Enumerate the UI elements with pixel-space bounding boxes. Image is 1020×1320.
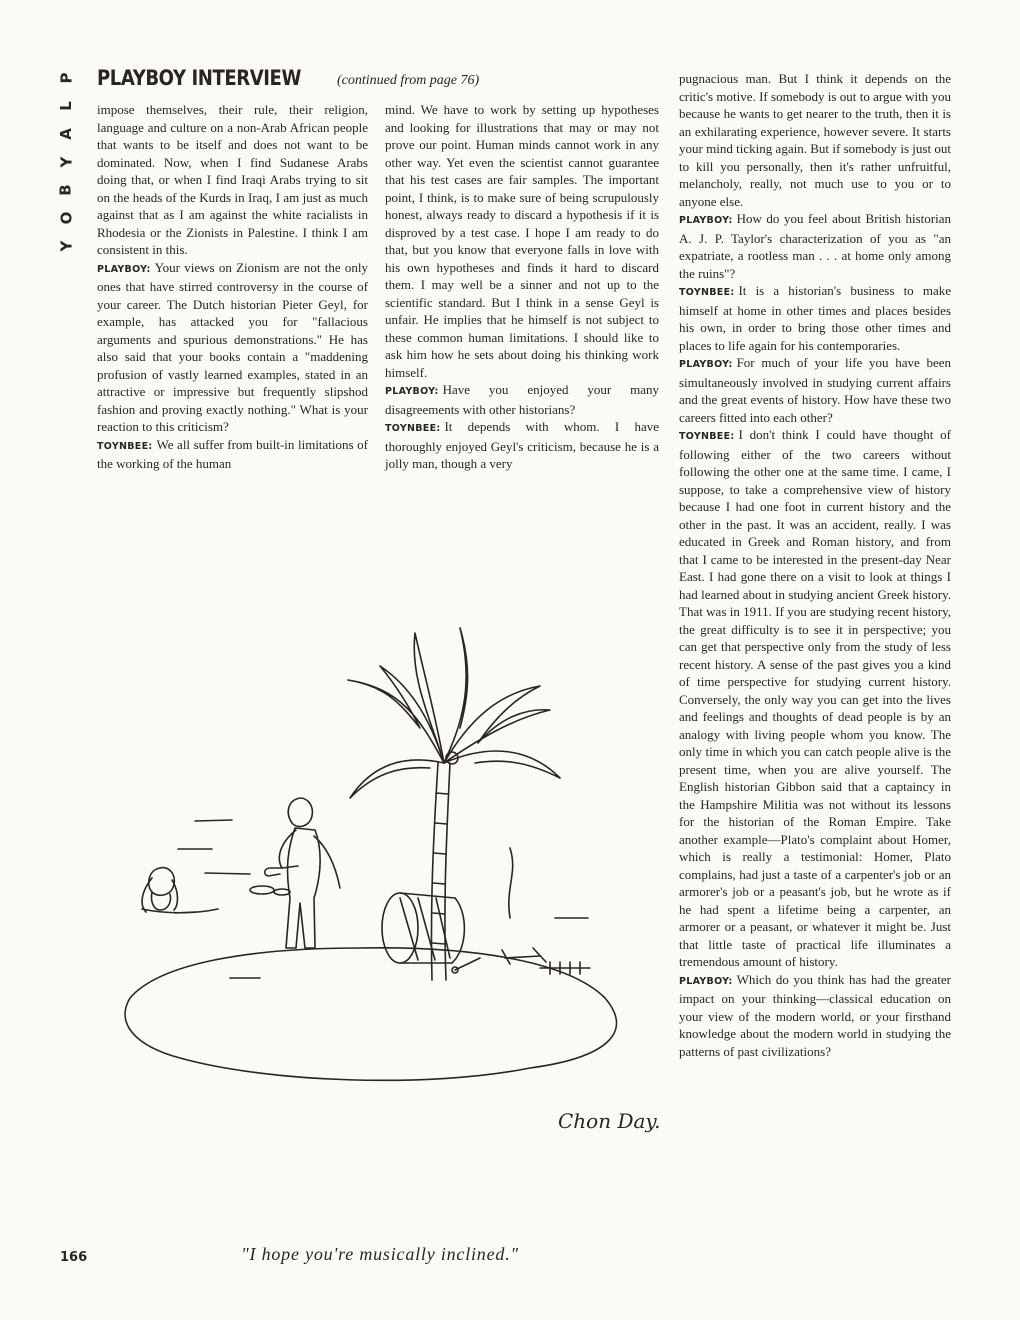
paragraph: PLAYBOY: How do you feel about British historian A. J. P. Taylor's characterization of you as "an expatriate, a rootless man . . . at home only among the ruins"? <box>679 211 951 281</box>
water-line <box>142 909 218 913</box>
castaway <box>288 798 312 827</box>
paragraph: TOYNBEE: It depends with whom. I have thoroughly enjoyed Geyl's criticism, because he is a jolly man, though a very <box>385 419 659 471</box>
continued-note: (continued from page 76) <box>337 73 480 88</box>
side-letter: Y <box>57 240 75 252</box>
speaker-label: PLAYBOY: <box>679 215 733 226</box>
drumstick <box>455 958 480 970</box>
paragraph: PLAYBOY: Your views on Zionism are not the only ones that have stirred controversy in the course of your career. The Dutch historian Pieter Geyl, for example, has attacked you for "fallacious arguments and spurious demonstrations." He has also said that your books contain a "maddening profusion of vastly learned examples, stated in an attractive or impressive but frequently slipshod fashion and proving exactly nothing." What is your reaction to this criticism? <box>97 259 368 434</box>
text-column-2 <box>385 101 659 473</box>
palm-leaf <box>444 751 560 778</box>
paragraph: TOYNBEE: We all suffer from built-in limitations of the working of the human <box>97 436 368 471</box>
water-line <box>205 873 250 874</box>
swimmer <box>149 868 175 896</box>
side-letter: O <box>56 211 75 225</box>
palm-leaf <box>350 760 444 798</box>
speaker-label: PLAYBOY: <box>679 975 733 987</box>
side-letter: L <box>57 101 75 111</box>
side-letter: Y <box>57 156 75 168</box>
palm-leaf <box>444 628 468 763</box>
palm-leaf <box>414 633 444 763</box>
cartoon-caption: "I hope you're musically inclined." <box>241 1244 519 1264</box>
ripple <box>274 889 290 895</box>
speaker-label: TOYNBEE: <box>97 440 153 452</box>
text-column-1 <box>97 101 368 473</box>
cartoon-illustration <box>100 568 660 1240</box>
fish-bone <box>540 962 590 974</box>
ripple <box>250 886 274 894</box>
side-letter: P <box>57 72 75 84</box>
speaker-label: PLAYBOY: <box>385 386 439 397</box>
side-letter: B <box>57 184 75 196</box>
speaker-label: PLAYBOY: <box>679 359 733 370</box>
paragraph: TOYNBEE: I don't think I could have thought of following either of the two careers without following the other one at the same time. I came, I suppose, to take a comprehensive view of history because I had one foot in current history and the other in the past. It was an accident, really. I was educated in Greek and Roman history, and from that I came to be interested in the present-day Near East. I had gone there on a visit to look at things I had learned about in studying ancient Greek history. That was in 1911. If you are studying recent history, the great difficulty is to see it in perspective; you can get that perspective only from the study of less recent history. A sense of the past gives you a kind of time perspective for studying current history. Conversely, the only way you can get into the lives and feelings and thoughts of dead people is by an analogy with living people whom you know. The only time in which you can catch people alive is the present time, when you are alive yourself. The English historian Gibbon said that a captaincy in the Hampshire Militia was not without its lessons for the historian of the Roman Empire. Take another example—Plato's complaint about Homer, which is really a testimonial: Homer, Plato complains, had just a taste of a carpenter's job or an armorer's job or a peasant's job, but he wrote as if he had spent a lifetime being a carpenter, an armorer or a peasant, or whatever it might be. Just that little taste of practical life illuminates a tremendous amount of history. <box>679 427 951 969</box>
paragraph: mind. We have to work by setting up hypotheses and looking for illustrations that may or may not prove our point. Human minds cannot work in any other way. Yet even the scientist cannot guarantee that his test cases are fair samples. The important point, I think, is to make sure of being scrupulously honest, always ready to discard a hypothesis if it is disproved by a test case. I hope I am ready to do that, but you know that everyone falls in love with his own hypotheses and finds it hard to discard them. I may well be a sinner and not up to the scientific standard. But I think in a sense Geyl is unfair. He implies that he himself is not subject to these common human limitations. I should like to ask him how he sets about doing his thinking work himself. <box>385 102 659 380</box>
paragraph: PLAYBOY: Have you enjoyed your many disagreements with other historians? <box>385 382 659 417</box>
palm-trunk <box>431 763 438 980</box>
palm-leaf <box>348 666 444 763</box>
paragraph: impose themselves, their rule, their religion, language and culture on a non-Arab African people that wants to be itself and does not want to be dominated. Now, when I find Sudanese Arabs doing that, or when I find Iraqi Arabs trying to sit on the heads of the Kurds in Iraq, I am just as much against that as I am against the white racialists in Rhodesia or the Zionists in Palestine. I think I am consistent in this. <box>97 102 368 257</box>
water-line <box>195 820 232 821</box>
paragraph: pugnacious man. But I think it depends on the critic's motive. If somebody is out to argue with you because he wants to get nearer to the truth, then it is an exhilarating experience, however severe. It starts your mind ticking again. But if somebody is just out to kill you personally, then it's rather unfruitful, melancholy, really, not much use to you or to anyone else. <box>679 71 951 209</box>
paragraph: TOYNBEE: It is a historian's business to make himself at home in other times and places besides his own, in order to bring those other times and places to life again for his contemporaries. <box>679 283 951 353</box>
page-number: 166 <box>60 1250 88 1265</box>
drum <box>382 893 418 963</box>
section-header <box>97 66 657 90</box>
speaker-label: PLAYBOY: <box>97 263 151 275</box>
side-letter: A <box>56 128 75 140</box>
paragraph: PLAYBOY: For much of your life you have been simultaneously involved in studying current affairs and the great events of history. How have these two careers fitted into each other? <box>679 355 951 425</box>
cartoon-signature: Chon Day. <box>558 1109 660 1133</box>
paragraph: PLAYBOY: Which do you think has had the greater impact on your thinking—classical education on your view of the modern world, or your firsthand knowledge about the modern world in studying the patterns of past civilizations? <box>679 971 951 1059</box>
speaker-label: TOYNBEE: <box>679 431 735 442</box>
section-title: PLAYBOY INTERVIEW <box>97 66 301 90</box>
speaker-label: TOYNBEE: <box>385 423 441 434</box>
text-column-3 <box>679 70 951 1060</box>
speaker-label: TOYNBEE: <box>679 287 735 298</box>
magazine-side-label <box>56 64 76 260</box>
